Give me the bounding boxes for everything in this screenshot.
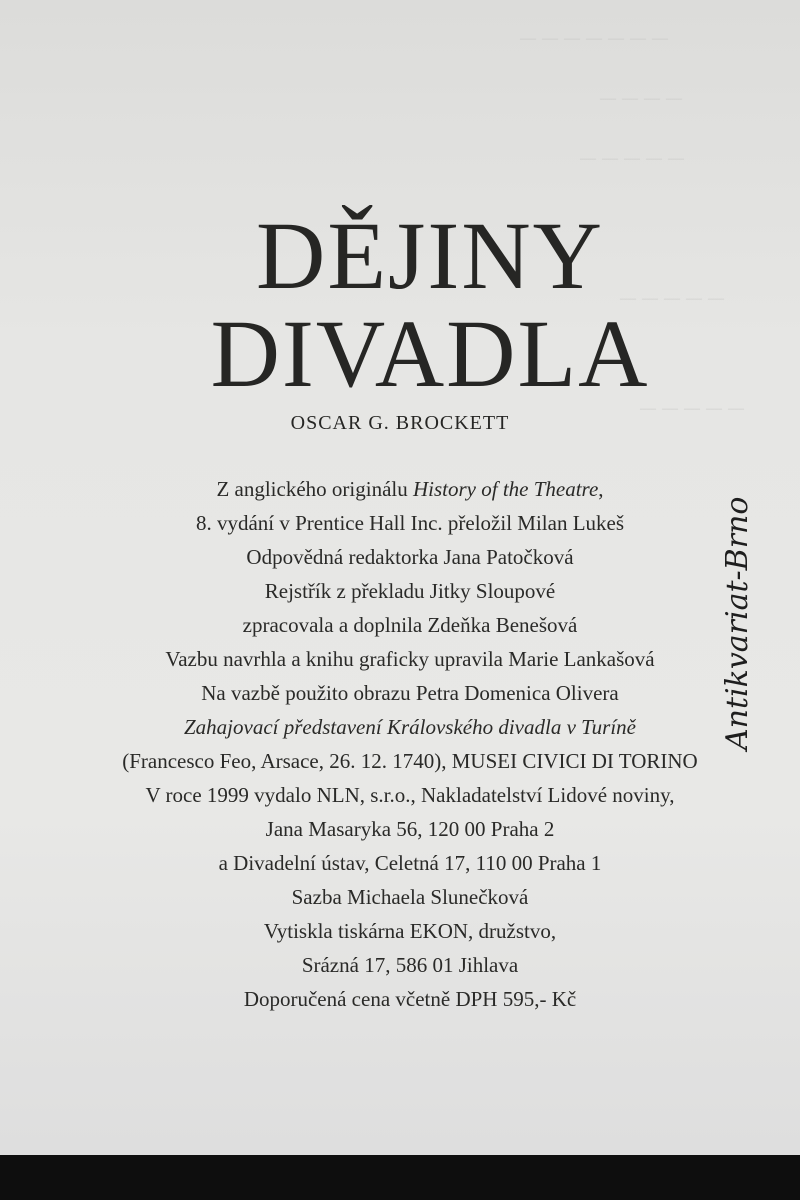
colophon-line-publisher-address: Jana Masaryka 56, 120 00 Praha 2 [265,817,555,841]
colophon-line-index: Rejstřík z překladu Jitky Sloupové [264,579,556,603]
book-title-line2: DIVADLA [210,300,650,407]
colophon-line-original-suffix: , [598,477,604,501]
colophon-line-painting-source: (Francesco Feo, Arsace, 26. 12. 1740), MUSEI CIVICI DI TORINO [122,749,698,773]
original-title: History of the Theatre [412,477,599,501]
colophon-line-cover-image: Na vazbě použito obrazu Petra Domenica Olivera [201,681,619,705]
colophon-line-original [70,472,750,506]
colophon-line-design: Vazbu navrhla a knihu graficky upravila Marie Lankašová [165,647,655,671]
colophon [70,472,750,1016]
colophon-line-copublisher: a Divadelní ústav, Celetná 17, 110 00 Praha 1 [218,851,602,875]
show-through-text: — — — — [600,90,683,107]
colophon-line-editor: Odpovědná redaktorka Jana Patočková [246,545,574,569]
book-author: OSCAR G. BROCKETT [290,412,510,434]
show-through-text: — — — — — [580,150,685,167]
show-through-text: — — — — — [620,290,725,307]
colophon-line-original-prefix: Z anglického originálu [216,477,413,501]
show-through-text: — — — — — — — [520,30,669,47]
colophon-line-typesetting: Sazba Michaela Slunečková [291,885,529,909]
page-bottom-edge [0,1155,800,1200]
colophon-line-printer: Vytiskla tiskárna EKON, družstvo, [263,919,557,943]
antikvariat-watermark: Antikvariat-Brno [720,496,755,750]
colophon-line-printer-address: Srázná 17, 586 01 Jihlava [301,953,519,977]
book-title-line1: DĚJINY [256,202,604,309]
colophon-line-painting-title: Zahajovací představení Královského divadla v Turíně [183,715,637,739]
colophon-line-publisher: V roce 1999 vydalo NLN, s.r.o., Nakladatelství Lidové noviny, [145,783,675,807]
colophon-line-price: Doporučená cena včetně DPH 595,- Kč [243,987,577,1011]
show-through-text: — — — — — [640,400,745,417]
colophon-line-index-editor: zpracovala a doplnila Zdeňka Benešová [242,613,578,637]
colophon-line-translator: 8. vydání v Prentice Hall Inc. přeložil Milan Lukeš [195,511,625,535]
